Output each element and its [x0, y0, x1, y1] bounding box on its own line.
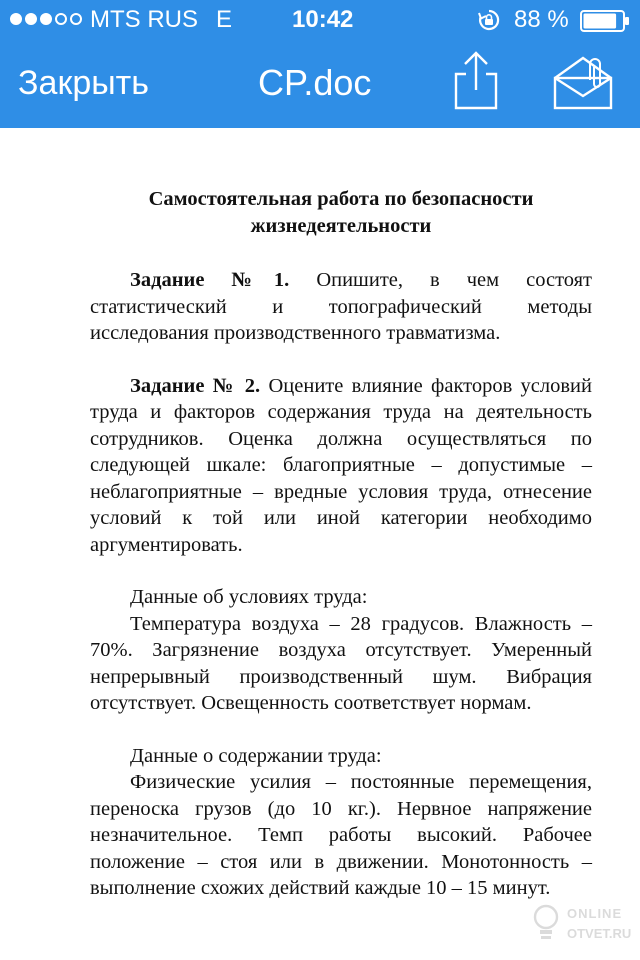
task-1-label: Задание №1. [130, 269, 290, 291]
close-button[interactable]: Закрыть [18, 64, 149, 102]
task-1-text: Опишите, в чем состоят статистический и топографический методы исследования производственного травматизма. [90, 269, 592, 344]
watermark-line-1: ONLINE [567, 906, 623, 921]
signal-dot-empty [55, 13, 67, 25]
heading-line-1: Самостоятельная работа по безопасности [148, 188, 534, 210]
lightbulb-icon [533, 904, 559, 944]
conditions-paragraph: Температура воздуха – 28 градусов. Влажность – 70%. Загрязнение воздуха отсутствует. Умеренный непрерывный производственный шум. Вибрация отсутствует. Освещенность соответствует нормам. [90, 612, 592, 714]
conditions-heading: Данные об условиях труда: [130, 586, 368, 608]
task-1-paragraph [90, 267, 592, 347]
share-icon[interactable] [450, 50, 502, 112]
task-2-paragraph [90, 373, 592, 559]
content-heading: Данные о содержании труда: [130, 744, 382, 767]
navigation-bar [0, 40, 640, 128]
battery-icon [580, 10, 630, 32]
rotation-lock-icon [478, 9, 500, 31]
signal-dot-empty [70, 13, 82, 25]
signal-strength-icon [10, 13, 82, 25]
battery-percentage: 88 % [514, 6, 569, 33]
heading-line-2: жизнедеятельности [250, 214, 432, 237]
document-content [90, 186, 592, 902]
document-heading [90, 186, 592, 239]
document-title: CP.doc [258, 62, 372, 103]
content-paragraph: Физические усилия – постоянные перемещения, переноска грузов (до 10 кг.). Нервное напряжение незначительное. Темп работы высокий. Рабочее положение – стоя или в движении. Монотонность – выполнение схожих действий каждые 10 – 15 минут. [90, 771, 592, 899]
app-header [0, 0, 640, 128]
task-2-text: Оцените влияние факторов условий труда и факторов содержания труда на деятельность сотрудников. Оценка должна осуществляться по следующей шкале: благоприятные – допустимые – неблагоприятные – вредные условия труда, отнесение условий к той или иной категории необходимо аргументировать. [90, 374, 593, 556]
mail-attachment-icon[interactable] [552, 54, 614, 110]
watermark [525, 896, 635, 956]
signal-dot-filled [25, 13, 37, 25]
network-type: E [216, 6, 233, 33]
clock: 10:42 [292, 6, 354, 33]
watermark-line-2: OTVET.RU [567, 926, 632, 941]
signal-dot-filled [10, 13, 22, 25]
signal-dot-filled [40, 13, 52, 25]
carrier-name: MTS RUS [90, 6, 198, 33]
task-2-label: Задание № 2. [130, 374, 261, 397]
status-bar [0, 0, 640, 40]
